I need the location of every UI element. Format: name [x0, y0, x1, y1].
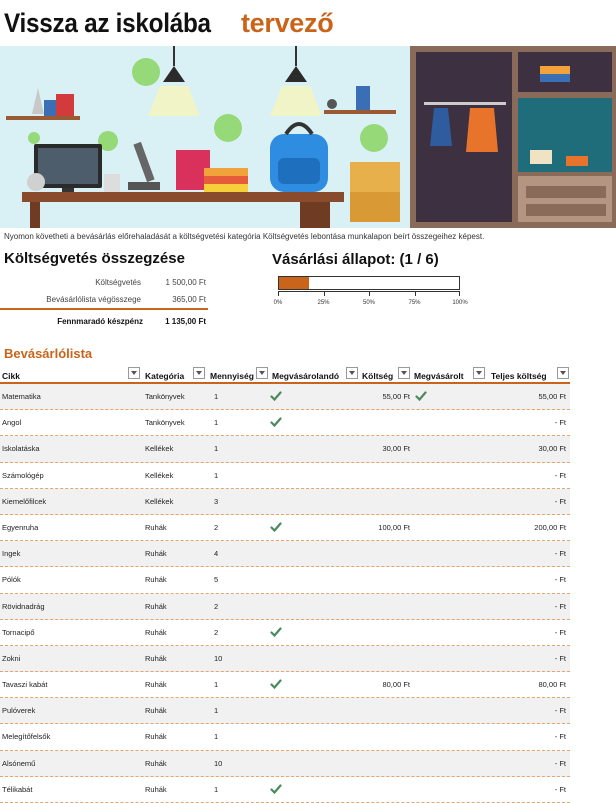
banner-illustration [0, 46, 616, 228]
cell-quantity: 5 [214, 575, 219, 585]
table-row[interactable] [0, 724, 570, 750]
remaining-value: 1 135,00 Ft [165, 317, 206, 326]
cell-total-cost: - Ft [554, 470, 566, 480]
table-row[interactable] [0, 672, 570, 698]
column-header-item [2, 367, 127, 381]
column-header-label: Mennyiség [210, 371, 254, 381]
cell-quantity: 1 [214, 784, 219, 794]
cell-total-cost: 80,00 Ft [538, 680, 566, 690]
table-row[interactable] [0, 594, 570, 620]
cell-quantity: 1 [214, 470, 219, 480]
table-row[interactable] [0, 515, 570, 541]
cell-category: Ruhák [145, 627, 167, 637]
column-header-cost [362, 367, 397, 381]
cell-total-cost: - Ft [554, 575, 566, 585]
list-total-row [0, 295, 206, 305]
cell-category: Ruhák [145, 680, 167, 690]
cell-item: Iskolatáska [2, 444, 40, 454]
cell-category: Kellékek [145, 444, 174, 454]
cell-total-cost: - Ft [554, 549, 566, 559]
cell-total-cost: - Ft [554, 706, 566, 716]
cell-category: Ruhák [145, 653, 167, 663]
column-header-label: Kategória [145, 371, 185, 381]
cell-category: Kellékek [145, 470, 174, 480]
budget-value: 1 500,00 Ft [165, 278, 206, 287]
cell-item: Melegítőfelsők [2, 732, 51, 742]
progress-tick [415, 292, 416, 296]
cell-item: Tavaszi kabát [2, 680, 48, 690]
column-header-total-cost [491, 367, 556, 381]
title-main: Vissza az iskolába [4, 8, 211, 38]
cell-category: Ruhák [145, 522, 167, 532]
cell-total-cost: - Ft [554, 784, 566, 794]
table-row[interactable] [0, 384, 570, 410]
progress-tick [278, 292, 279, 296]
cell-item: Pulóverek [2, 706, 36, 716]
cell-quantity: 1 [214, 392, 219, 401]
column-header-quantity [210, 367, 255, 381]
table-row[interactable] [0, 751, 570, 777]
progress-tick-label: 0% [273, 300, 283, 306]
filter-dropdown-to-buy[interactable] [346, 367, 358, 379]
column-header-label: Megvásárolandó [272, 371, 340, 381]
cell-total-cost: - Ft [554, 653, 566, 663]
list-total-label: Bevásárlólista végösszege [46, 295, 141, 304]
cell-quantity: 2 [214, 522, 219, 532]
progress-tick-label: 75% [408, 300, 421, 306]
cell-item: Egyenruha [2, 522, 39, 532]
cell-item: Télikabát [2, 784, 33, 794]
shopping-list-table [0, 365, 570, 803]
budget-divider [0, 308, 208, 310]
title-accent: tervező [240, 8, 334, 38]
budget-summary-title: Költségvetés összegzése [4, 250, 185, 267]
cell-item: Tornacipő [2, 627, 35, 637]
table-row[interactable] [0, 698, 570, 724]
classroom-illustration [0, 46, 616, 228]
cell-cost: 100,00 Ft [378, 522, 410, 532]
table-header [0, 365, 570, 384]
filter-dropdown-category[interactable] [193, 367, 205, 379]
column-header-label: Cikk [2, 371, 20, 381]
column-header-to-buy [272, 367, 345, 381]
progress-fill [279, 277, 309, 289]
cell-item: Rövidnadrág [2, 601, 45, 611]
cell-cost: 30,00 Ft [382, 444, 410, 454]
cell-category: Ruhák [145, 549, 167, 559]
table-row[interactable] [0, 410, 570, 436]
table-row[interactable] [0, 463, 570, 489]
cell-category: Ruhák [145, 601, 167, 611]
table-row[interactable] [0, 436, 570, 462]
filter-dropdown-quantity[interactable] [256, 367, 268, 379]
filter-dropdown-item[interactable] [128, 367, 140, 379]
to-buy-check-icon [270, 678, 282, 690]
filter-dropdown-cost[interactable] [398, 367, 410, 379]
intro-text: Nyomon követheti a bevásárlás előrehaladását a költségvetési kategória Költségvetés lebontása munkalapon beírt összegeihez képest. [4, 232, 485, 241]
cell-cost: 80,00 Ft [382, 680, 410, 690]
cell-item: Ingek [2, 549, 21, 559]
progress-tick [369, 292, 370, 296]
progress-tick [324, 292, 325, 296]
progress-bar [278, 276, 460, 290]
cell-category: Kellékek [145, 496, 174, 506]
column-header-label: Megvásárolt [414, 371, 464, 381]
cell-total-cost: - Ft [554, 627, 566, 637]
remaining-label: Fennmaradó készpénz [57, 317, 143, 326]
cell-category: Tankönyvek [145, 392, 185, 401]
cell-category: Ruhák [145, 575, 167, 585]
cell-quantity: 1 [214, 732, 219, 742]
table-row[interactable] [0, 567, 570, 593]
cell-total-cost: - Ft [554, 758, 566, 768]
cell-quantity: 1 [214, 444, 219, 454]
column-header-label: Költség [362, 371, 394, 381]
to-buy-check-icon [270, 626, 282, 638]
cell-total-cost: 55,00 Ft [538, 392, 566, 401]
progress-tick-label: 25% [317, 300, 330, 306]
column-header-category [145, 367, 192, 381]
column-header-label: Teljes költség [491, 371, 547, 381]
cell-quantity: 10 [214, 758, 223, 768]
table-row[interactable] [0, 777, 570, 803]
shopping-status-title: Vásárlási állapot: (1 / 6) [272, 251, 439, 268]
cell-quantity: 10 [214, 653, 223, 663]
progress-tick-label: 50% [362, 300, 376, 306]
progress-axis [278, 291, 460, 298]
table-row[interactable] [0, 620, 570, 646]
to-buy-check-icon [270, 416, 282, 428]
column-header-bought [414, 367, 472, 381]
cell-quantity: 2 [214, 601, 219, 611]
cell-category: Tankönyvek [145, 418, 185, 428]
to-buy-check-icon [270, 783, 282, 795]
to-buy-check-icon [270, 390, 282, 402]
cell-total-cost: - Ft [554, 601, 566, 611]
cell-total-cost: 200,00 Ft [534, 522, 566, 532]
cell-category: Ruhák [145, 732, 167, 742]
filter-dropdown-bought[interactable] [473, 367, 485, 379]
cell-item: Zokni [2, 653, 21, 663]
cell-total-cost: - Ft [554, 418, 566, 428]
bought-check-icon [415, 390, 427, 402]
table-body [0, 384, 570, 803]
list-total-value: 365,00 Ft [172, 295, 206, 304]
progress-tick [459, 292, 460, 296]
budget-label: Költségvetés [95, 278, 141, 287]
shopping-list-title: Bevásárlólista [4, 346, 93, 361]
cell-quantity: 3 [214, 496, 219, 506]
cell-total-cost: - Ft [554, 732, 566, 742]
cell-quantity: 1 [214, 680, 219, 690]
cell-item: Számológép [2, 470, 44, 480]
cell-item: Alsónemű [2, 758, 36, 768]
cell-item: Pólók [2, 575, 21, 585]
cell-total-cost: - Ft [554, 496, 566, 506]
cell-quantity: 4 [214, 549, 219, 559]
filter-dropdown-total-cost[interactable] [557, 367, 569, 379]
table-row[interactable] [0, 646, 570, 672]
cell-item: Matematika [2, 392, 41, 401]
cell-item: Kiemelőfilcek [2, 496, 47, 506]
cell-category: Ruhák [145, 758, 167, 768]
cell-total-cost: 30,00 Ft [538, 444, 566, 454]
cell-item: Angol [2, 418, 22, 428]
to-buy-check-icon [270, 521, 282, 533]
table-row[interactable] [0, 489, 570, 515]
page-title [4, 8, 333, 39]
budget-row [0, 278, 206, 288]
cell-quantity: 2 [214, 627, 219, 637]
cell-category: Ruhák [145, 784, 167, 794]
cell-quantity: 1 [214, 706, 219, 716]
cell-category: Ruhák [145, 706, 167, 716]
cell-quantity: 1 [214, 418, 219, 428]
progress-tick-label: 100% [452, 300, 468, 306]
table-row[interactable] [0, 541, 570, 567]
cell-cost: 55,00 Ft [382, 392, 410, 401]
